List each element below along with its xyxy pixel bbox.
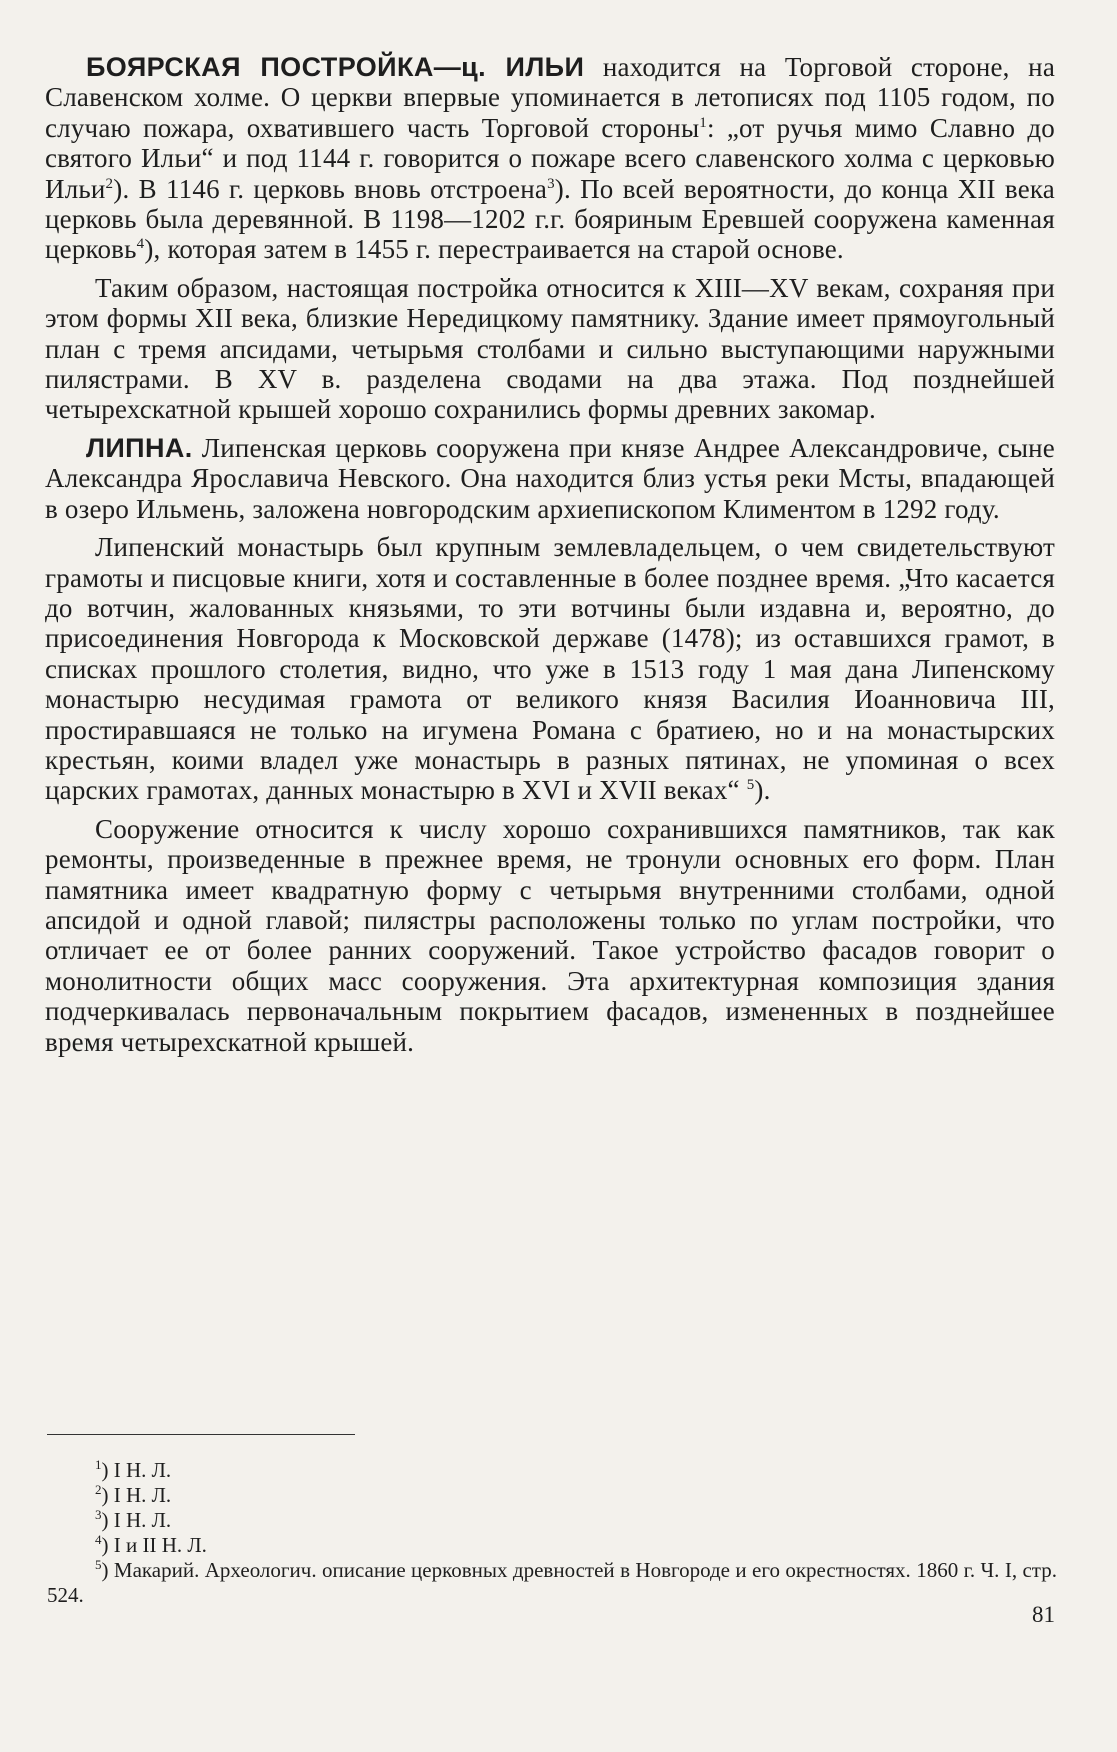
footnote-1 xyxy=(47,1458,1057,1483)
page-number: 81 xyxy=(1032,1602,1055,1627)
footnote-text: ) I Н. Л. xyxy=(101,1483,172,1507)
footnote-4 xyxy=(47,1533,1057,1558)
footnote-divider xyxy=(47,1434,355,1435)
section-heading-lipna: ЛИПНА. xyxy=(86,432,193,463)
paragraph-lipna xyxy=(45,433,1055,524)
footnote-mark: 2 xyxy=(95,1482,102,1497)
paragraph-text: ). xyxy=(754,775,771,806)
main-text xyxy=(45,52,1055,1057)
paragraph-text: ), которая затем в 1455 г. перестраивается на старой основе. xyxy=(144,234,844,265)
footnote-text: ) Макарий. Археологич. описание церковных древностей в Новгороде и его окрестностях. 1860 г. Ч. I, стр. 524. xyxy=(47,1558,1057,1607)
footnotes xyxy=(47,1458,1057,1608)
footnote-ref[interactable]: 5 xyxy=(746,777,755,794)
paragraph-text: находится на Торговой стороне, на Славенском холме. О церкви впервые упоминается в летописях под 1105 годом, по случаю пожара, охватившего часть Торговой стороны xyxy=(45,52,1056,143)
paragraph-lipna-monastery xyxy=(45,532,1055,806)
footnote-3 xyxy=(47,1508,1057,1533)
footnote-mark: 4 xyxy=(95,1532,102,1547)
paragraph-text: : „от ручья мимо Славно до святого Ильи“ и под 1144 г. говорится о пожаре всего славенского холма с церковью Ильи xyxy=(45,112,1055,204)
paragraph-church-of-elijah xyxy=(45,52,1055,265)
footnote-mark: 3 xyxy=(95,1507,102,1522)
footnote-text: ) I Н. Л. xyxy=(101,1458,172,1482)
footnote-ref[interactable]: 3 xyxy=(547,175,555,192)
paragraph-text: Липенская церковь сооружена при князе Андрее Александровиче, сыне Александра Ярославича Невского. Она находится близ устья реки Мсты, впадающей в озеро Ильмень, заложена новгородским архиепископом Климентом в 1292 году. xyxy=(45,432,1055,524)
footnote-ref[interactable]: 2 xyxy=(105,175,114,192)
footnote-2 xyxy=(47,1483,1057,1508)
footnote-mark: 5 xyxy=(95,1557,102,1572)
paragraph-lipna-structure: Сооружение относится к числу хорошо сохранившихся памятников, так как ремонты, произведенные в прежнее время, не тронули основных его форм. План памятника имеет квадратную форму с четырьмя внутренними столбами, одной апсидой и одной главой; пилястры расположены только по углам постройки, что отличает ее от более ранних сооружений. Такое устройство фасадов говорит о монолитности общих масс сооружения. Эта архитектурная композиция здания подчеркивалась первоначальным покрытием фасадов, измененных в позднейшее время четырехскатной крышей. xyxy=(45,813,1055,1057)
footnote-ref[interactable]: 4 xyxy=(136,236,145,253)
paragraph-building-description: Таким образом, настоящая постройка относится к XIII—XV векам, сохраняя при этом формы XII века, близкие Нередицкому памятнику. Здание имеет прямоугольный план с тремя апсидами, четырьмя столбами и сильно выступающими наружными пилястрами. В XV в. разделена сводами на два этажа. Под позднейшей четырехскатной крышей хорошо сохранились формы древних закомар. xyxy=(45,272,1055,425)
section-heading-boyar-building: БОЯРСКАЯ ПОСТРОЙКА—ц. ИЛЬИ xyxy=(86,52,585,82)
paragraph-text: ). В 1146 г. церковь вновь отстроена xyxy=(113,173,548,204)
footnote-mark: 1 xyxy=(95,1457,102,1472)
footnote-text: ) I и II Н. Л. xyxy=(101,1533,207,1557)
footnote-ref[interactable]: 1 xyxy=(699,114,707,131)
paragraph-text: Липенский монастырь был крупным землевладельцем, о чем свидетельствуют грамоты и писцовые книги, хотя и составленные в более позднее время. „Что касается до вотчин, жалованных князьями, то эти вотчины были издавна и, вероятно, до присоединения Новгорода к Московской державе (1478); из оставшихся грамот, в списках прошлого столетия, видно, что уже в 1513 году 1 мая дана Липенскому монастырю несудимая грамота от великого князя Василия Иоанновича III, простиравшаяся не только на игумена Романа с братиею, но и на монастырских крестьян, коими владел уже монастырь в разных пятинах, не упоминая о всех царских грамотах, данных монастырю в XVI и XVII веках“ xyxy=(45,532,1055,806)
paragraph-text: ). По всей вероятности, до конца XII века церковь была деревянной. В 1198—1202 г.г. бояриным Еревшей сооружена каменная церковь xyxy=(45,173,1055,265)
footnote-text: ) I Н. Л. xyxy=(101,1508,172,1532)
footnote-5 xyxy=(47,1558,1057,1608)
